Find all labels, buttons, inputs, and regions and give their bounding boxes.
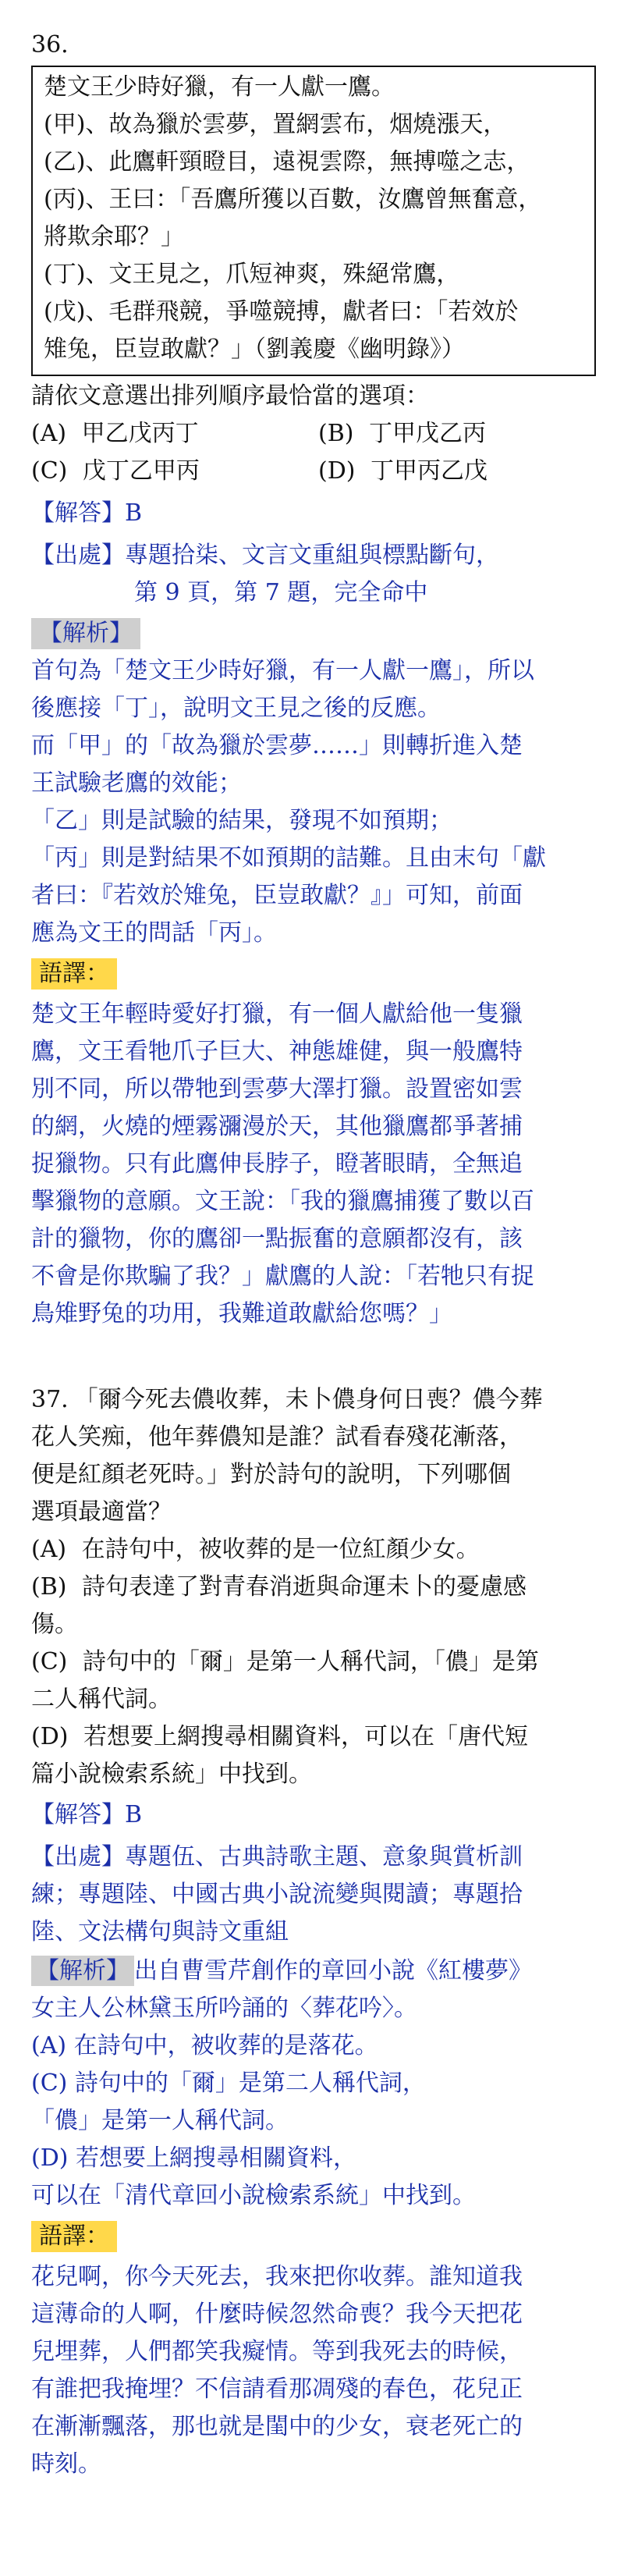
option-text: 甲乙戊丙丁 [81, 420, 199, 447]
question-number-37: 37. [31, 1386, 69, 1413]
translation-line: 不會是你欺騙了我？」獻鷹的人說：「若牠只有捉 [31, 1263, 534, 1290]
option-c [31, 457, 200, 485]
translation-line: 捉獵物。只有此鷹伸長脖子，瞪著眼睛，全無追 [31, 1150, 523, 1178]
passage-line: (戊)、毛群飛競，爭噬競搏，獻者曰：「若效於 [44, 298, 519, 325]
question-stem-37 [31, 1386, 601, 1414]
source-label: 【出處】 [31, 1843, 125, 1871]
analysis-label: 【解析】 [31, 1956, 134, 1986]
passage-line: 將欺余耶？」 [44, 223, 184, 250]
analysis-line: 「乙」則是試驗的結果，發現不如預期； [31, 807, 452, 834]
passage-line: (丁)、文王見之，爪短神爽，殊絕常鷹， [44, 261, 460, 288]
option-d [318, 457, 488, 485]
option-label: (D) [31, 1723, 69, 1750]
answer-value: B [125, 499, 143, 527]
question-prompt: 請依文意選出排列順序最恰當的選項： [31, 382, 429, 410]
translation-line: 有誰把我掩埋？不信請看那凋殘的春色，花兒正 [31, 2375, 523, 2403]
option-b [31, 1573, 601, 1601]
answer-value: B [125, 1801, 143, 1828]
analysis-line: 而「甲」的「故為獵於雲夢……」則轉折進入楚 [31, 732, 523, 759]
analysis-line: 後應接「丁」，說明文王見之後的反應。 [31, 695, 441, 722]
analysis-line: 者曰：『若效於雉兔，臣豈敢獻？』」可知，前面 [31, 882, 523, 909]
analysis-line: (A) 在詩句中，被收葬的是落花。 [31, 2032, 378, 2059]
translation-line: 時刻。 [31, 2450, 101, 2478]
passage-box [31, 66, 596, 376]
stem-line: 「爾今死去儂收葬，未卜儂身何日喪？儂今葬 [74, 1386, 543, 1413]
passage-line: (乙)、此鷹軒頸瞪目，遠視雲際，無搏噬之志， [44, 148, 530, 176]
option-label: (D) [318, 457, 356, 485]
translation-line: 兒埋葬，人們都笑我癡情。等到我死去的時候， [31, 2338, 523, 2365]
option-a [31, 420, 199, 448]
translation-line: 計的獵物，你的鷹卻一點振奮的意願都沒有，該 [31, 1225, 523, 1252]
analysis-text: 出自曹雪芹創作的章回小說《紅樓夢》 [134, 1957, 532, 1984]
answer-line [31, 1801, 601, 1829]
option-d [31, 1723, 601, 1751]
option-text: 戊丁乙甲丙 [82, 457, 200, 485]
analysis-line: 應為文王的問話「丙」。 [31, 919, 277, 947]
source-text: 專題伍、古典詩歌主題、意象與賞析訓 [125, 1843, 523, 1871]
option-text: 在詩句中，被收葬的是一位紅顏少女。 [81, 1536, 480, 1563]
source-label: 【出處】 [31, 542, 125, 569]
translation-line: 花兒啊，你今天死去，我來把你收葬。誰知道我 [31, 2263, 523, 2290]
translation-label: 語譯： [31, 958, 117, 990]
translation-line: 這薄命的人啊，什麼時候忽然命喪？我今天把花 [31, 2301, 523, 2328]
analysis-line: 可以在「清代章回小說檢索系統」中找到。 [31, 2182, 476, 2209]
option-label: (B) [318, 420, 354, 447]
option-text: 丁甲丙乙戊 [370, 457, 488, 485]
translation-line: 楚文王年輕時愛好打獵，有一個人獻給他一隻獵 [31, 1000, 523, 1028]
option-text: 丁甲戊乙丙 [369, 420, 487, 447]
answer-label: 【解答】 [31, 499, 125, 527]
translation-line: 鳥雉野兔的功用，我難道敢獻給您嗎？」 [31, 1300, 452, 1327]
option-b [318, 420, 486, 448]
source-line: 練；專題陸、中國古典小說流變與閱讀；專題拾 [31, 1881, 523, 1908]
source-text: 專題拾柒、文言文重組與標點斷句， [125, 542, 499, 569]
analysis-line: 「丙」則是對結果不如預期的詰難。且由末句「獻 [31, 844, 546, 872]
stem-line: 選項最適當？ [31, 1498, 172, 1526]
answer-line [31, 499, 601, 528]
source-line: 陸、文法構句與詩文重組 [31, 1918, 289, 1945]
analysis-line: 「儂」是第一人稱代詞。 [31, 2107, 289, 2134]
translation-line: 擊獵物的意願。文王說：「我的獵鷹捕獲了數以百 [31, 1188, 534, 1215]
option-label: (C) [31, 457, 68, 485]
analysis-line: (D) 若想要上網搜尋相關資料， [31, 2144, 356, 2172]
stem-line: 便是紅顏老死時。」對於詩句的說明，下列哪個 [31, 1461, 511, 1488]
translation-line: 別不同，所以帶牠到雲夢大澤打獵。設置密如雲 [31, 1075, 523, 1103]
analysis-first-line [31, 1957, 601, 1985]
option-text: 二人稱代詞。 [31, 1686, 172, 1713]
option-label: (A) [31, 1536, 67, 1563]
option-a [31, 1536, 601, 1564]
option-text: 詩句中的「爾」是第一人稱代詞，「儂」是第 [82, 1648, 539, 1675]
translation-line: 的網，火燒的煙霧瀰漫於天，其他獵鷹都爭著捕 [31, 1113, 523, 1140]
answer-label: 【解答】 [31, 1801, 125, 1828]
analysis-label: 【解析】 [31, 618, 140, 649]
option-label: (B) [31, 1573, 67, 1601]
translation-label: 語譯： [31, 2221, 117, 2252]
source-line: 第 9 頁，第 7 題，完全命中 [134, 579, 428, 606]
analysis-line: 王試驗老鷹的效能； [31, 769, 242, 797]
option-text: 傷。 [31, 1611, 78, 1638]
analysis-line: 首句為「楚文王少時好獵，有一人獻一鷹」，所以 [31, 657, 534, 684]
analysis-line: (C) 詩句中的「爾」是第二人稱代詞， [31, 2070, 426, 2097]
analysis-line: 女主人公林黛玉所吟誦的〈葬花吟〉。 [31, 1995, 417, 2022]
option-text: 若想要上網搜尋相關資料，可以在「唐代短 [83, 1723, 529, 1750]
source-line [31, 542, 601, 570]
stem-line: 花人笑痴，他年葬儂知是誰？試看春殘花漸落， [31, 1423, 523, 1451]
option-text: 篇小說檢索系統」中找到。 [31, 1761, 312, 1788]
passage-line: (甲)、故為獵於雲夢，置網雲布，烟燒漲天， [44, 111, 507, 138]
source-line [31, 1843, 601, 1871]
option-c [31, 1648, 601, 1676]
passage-line: 雉兔，臣豈敢獻？」（劉義慶《幽明錄》） [44, 336, 465, 363]
option-label: (A) [31, 420, 67, 447]
option-label: (C) [31, 1648, 68, 1675]
passage-line: (丙)、王曰：「吾鷹所獲以百數，汝鷹曾無奮意， [44, 186, 542, 213]
translation-line: 鷹，文王看牠爪子巨大、神態雄健，與一般鷹特 [31, 1038, 523, 1065]
question-number-36: 36. [31, 31, 69, 59]
option-text: 詩句表達了對青春消逝與命運未卜的憂慮感 [82, 1573, 527, 1601]
translation-line: 在漸漸飄落，那也就是閨中的少女，衰老死亡的 [31, 2413, 523, 2440]
passage-line: 楚文王少時好獵，有一人獻一鷹。 [44, 73, 395, 101]
